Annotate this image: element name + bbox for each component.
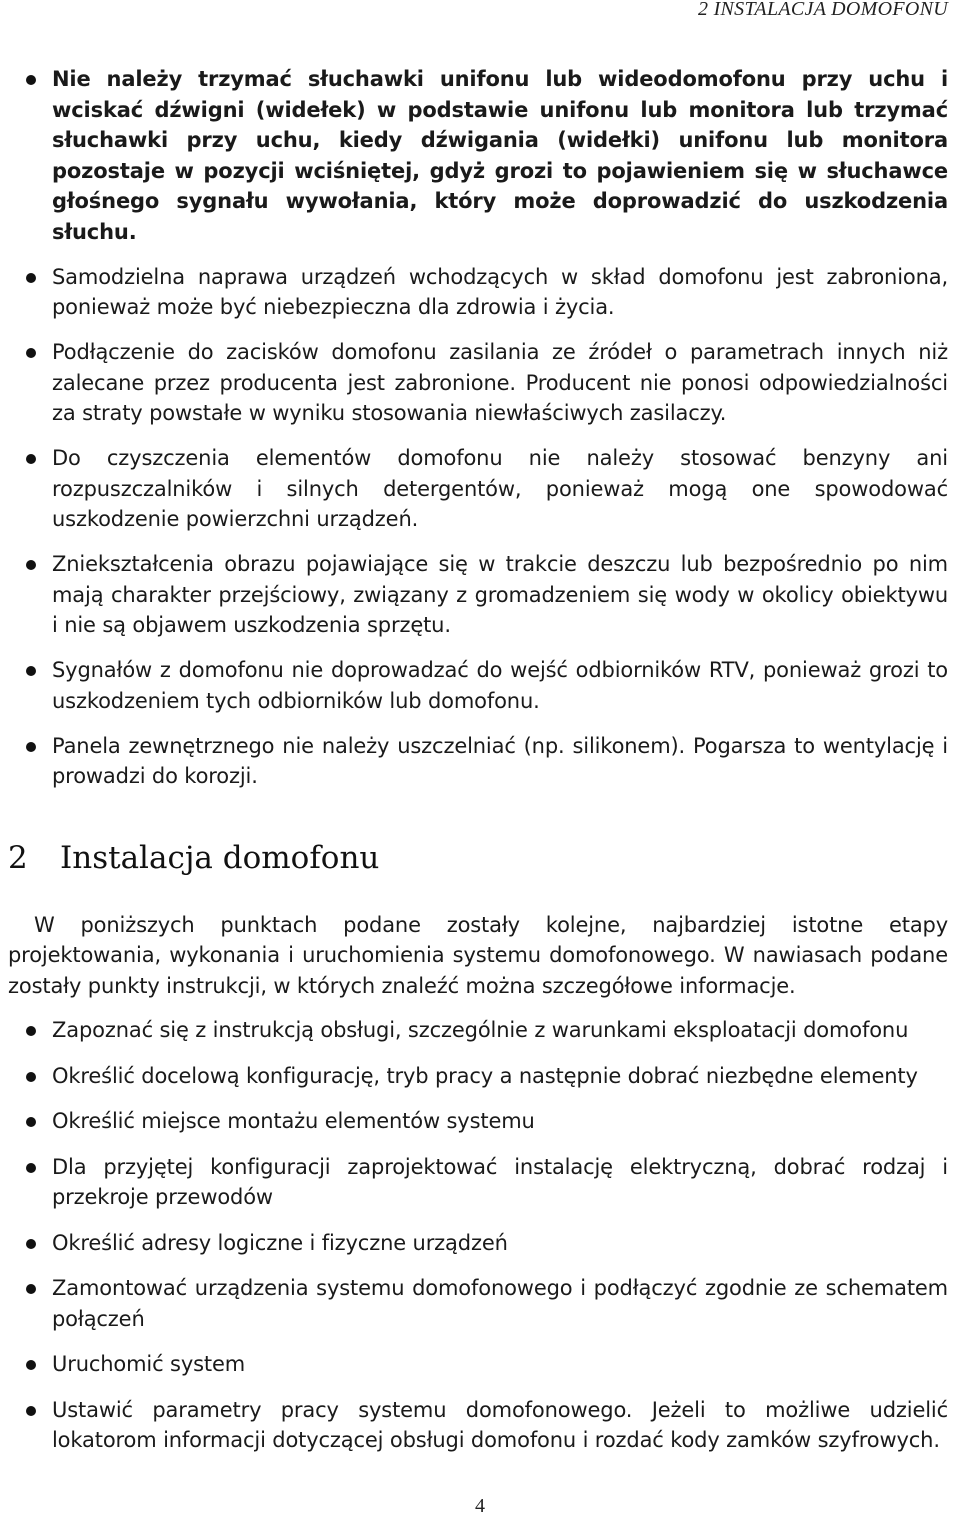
section-heading: [8, 838, 948, 878]
bullet-icon: [26, 1026, 36, 1036]
list-item: [8, 1228, 948, 1259]
list-item: [8, 262, 948, 323]
bullet-icon: [26, 1284, 36, 1294]
list-item: [8, 1152, 948, 1213]
list-item: [8, 549, 948, 641]
bullet-icon: [26, 75, 36, 85]
list-item: [8, 1015, 948, 1046]
list-item-text: Nie należy trzymać słuchawki unifonu lub wideodomofonu przy uchu i wciskać dźwigni (widełek) w podstawie unifonu lub monitora lub trzymać słuchawki przy uchu, kiedy dźwigania (widełki) unifonu lub monitora pozostaje w pozycji wciśniętej, gdyż grozi to pojawieniem się w słuchawce głośnego sygnału wywołania, który może doprowadzić do uszkodzenia słuchu.: [52, 67, 948, 244]
list-item: [8, 1106, 948, 1137]
list-item: [8, 731, 948, 792]
list-item: [8, 1273, 948, 1334]
page-content: [8, 64, 948, 1471]
running-header: 2 INSTALACJA DOMOFONU: [697, 0, 948, 20]
bullet-icon: [26, 1406, 36, 1416]
list-item: [8, 337, 948, 429]
list-item-text: Zniekształcenia obrazu pojawiające się w trakcie deszczu lub bezpośrednio po nim mają charakter przejściowy, związany z gromadzeniem się wody w okolicy obiektywu i nie są objawem uszkodzenia sprzętu.: [52, 552, 948, 637]
list-item-text: Samodzielna naprawa urządzeń wchodzących w skład domofonu jest zabroniona, ponieważ może być niebezpieczna dla zdrowia i życia.: [52, 264, 948, 319]
bullet-icon: [26, 1117, 36, 1127]
list-item: [8, 655, 948, 716]
list-item-text: Zamontować urządzenia systemu domofonowego i podłączyć zgodnie ze schematem połączeń: [52, 1276, 948, 1331]
list-item-text: Określić docelową konfigurację, tryb pracy a następnie dobrać niezbędne elementy: [52, 1063, 918, 1088]
list-item-text: Ustawić parametry pracy systemu domofonowego. Jeżeli to możliwe udzielić lokatorom informacji dotyczącej obsługi domofonu i rozdać kody zamków szyfrowych.: [52, 1397, 948, 1452]
bullet-icon: [26, 560, 36, 570]
list-item-text: Panela zewnętrznego nie należy uszczelniać (np. silikonem). Pogarsza to wentylację i prowadzi do korozji.: [52, 733, 948, 788]
bullet-icon: [26, 1072, 36, 1082]
bullet-icon: [26, 273, 36, 283]
list-item-text: Sygnałów z domofonu nie doprowadzać do wejść odbiorników RTV, ponieważ grozi to uszkodzeniem tych odbiorników lub domofonu.: [52, 658, 948, 713]
list-item-text: Określić adresy logiczne i fizyczne urządzeń: [52, 1230, 508, 1255]
list-item-text: Dla przyjętej konfiguracji zaprojektować instalację elektryczną, dobrać rodzaj i przekroje przewodów: [52, 1154, 948, 1209]
list-item-text: Do czyszczenia elementów domofonu nie należy stosować benzyny ani rozpuszczalników i silnych detergentów, ponieważ mogą one spowodować uszkodzenie powierzchni urządzeń.: [52, 446, 948, 531]
steps-list: [8, 1015, 948, 1456]
bullet-icon: [26, 1239, 36, 1249]
section-intro: W poniższych punktach podane zostały kolejne, najbardziej istotne etapy projektowania, wykonania i uruchomienia systemu domofonowego. W nawiasach podane zostały punkty instrukcji, w których znaleźć można szczegółowe informacje.: [8, 912, 948, 998]
list-item: [8, 1395, 948, 1456]
list-item-text: Określić miejsce montażu elementów systemu: [52, 1109, 535, 1133]
bullet-icon: [26, 1360, 36, 1370]
bullet-icon: [26, 742, 36, 752]
list-item: [8, 1349, 948, 1380]
bullet-icon: [26, 348, 36, 358]
bullet-icon: [26, 454, 36, 464]
section-number: 2: [8, 839, 28, 876]
list-item-text: Zapoznać się z instrukcją obsługi, szczególnie z warunkami eksploatacji domofonu: [52, 1018, 909, 1042]
bullet-icon: [26, 1163, 36, 1173]
bullet-icon: [26, 666, 36, 676]
list-item: [8, 1061, 948, 1092]
section-title: Instalacja domofonu: [60, 839, 380, 876]
list-item-text: Uruchomić system: [52, 1352, 246, 1376]
list-item-text: Podłączenie do zacisków domofonu zasilania ze źródeł o parametrach innych niż zalecane przez producenta jest zabronione. Producent nie ponosi odpowiedzialności za straty powstałe w wyniku stosowania niewłaściwych zasilaczy.: [52, 340, 948, 425]
warnings-list: [8, 64, 948, 792]
page-number: 4: [475, 1495, 485, 1517]
list-item: [8, 443, 948, 535]
list-item: [8, 64, 948, 247]
